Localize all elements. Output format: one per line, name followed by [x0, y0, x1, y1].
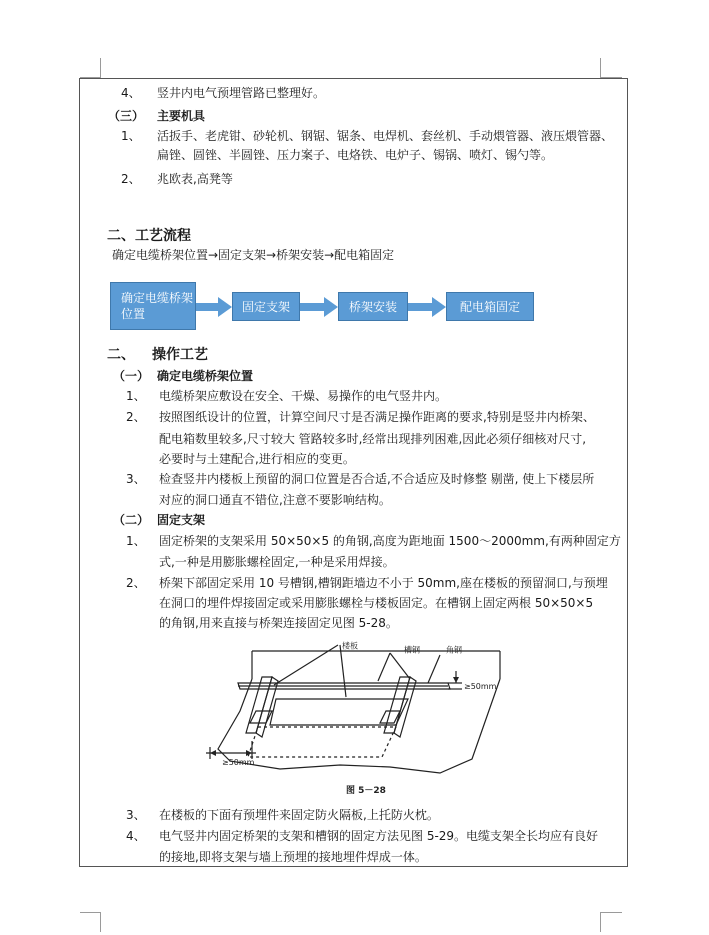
subsection-number: （一）: [113, 369, 150, 383]
item-number: 2、: [126, 576, 146, 590]
crop-mark: [600, 912, 601, 932]
figure-label: 槽钢: [404, 645, 420, 655]
item-text: 活扳手、老虎钳、砂轮机、钢锯、锯条、电焊机、套丝机、手动煨管器、液压煨管器、: [157, 129, 614, 143]
item-text: 式,一种是用膨胀螺栓固定,一种是采用焊接。: [159, 555, 395, 569]
flow-step: 固定支架: [232, 292, 300, 321]
item-number: 3、: [126, 808, 146, 822]
subsection-title: 固定支架: [157, 513, 206, 527]
figure-caption: 图 5－28: [346, 786, 386, 796]
item-number: 3、: [126, 472, 146, 486]
flow-step: 确定电缆桥架位置: [110, 282, 196, 330]
item-text: 桥架下部固定采用 10 号槽钢,槽钢距墙边不小于 50mm,座在楼板的预留洞口,与预埋: [159, 576, 608, 590]
item-text: 兆欧表,高凳等: [157, 172, 233, 186]
item-text: 配电箱数里较多,尺寸较大 管路较多时,经常出现排列困难,因此必须仔细核对尺寸,: [159, 432, 587, 446]
figure-label: 楼板: [342, 641, 358, 651]
item-text: 对应的洞口通直不错位,注意不要影响结构。: [159, 493, 391, 507]
crop-mark: [80, 912, 100, 913]
section-title: 二、工艺流程: [107, 228, 191, 244]
item-text: 检查竖井内楼板上预留的洞口位置是否合适,不合适应及时修整 剔凿, 使上下楼层所: [159, 472, 595, 486]
arrow-right-icon: [408, 297, 446, 317]
section-number: 二、: [107, 347, 135, 363]
crop-mark: [100, 912, 101, 932]
item-number: 2、: [121, 172, 141, 186]
item-number: 4、: [126, 829, 146, 843]
item-text: 按照图纸设计的位置，计算空间尺寸是否满足操作距离的要求,特别是竖井内桥架、: [159, 410, 595, 424]
item-text: 的角钢,用来直接与桥架连接固定见图 5-28。: [159, 616, 398, 630]
section-title: 操作工艺: [152, 347, 208, 363]
flow-step: 配电箱固定: [446, 292, 534, 321]
item-text: 扁锉、圆锉、半圆锉、压力案子、电烙铁、电炉子、锡锅、喷灯、锡勺等。: [157, 148, 554, 162]
arrow-right-icon: [300, 297, 338, 317]
crop-mark: [100, 58, 101, 78]
item-text: 必要时与土建配合,进行相应的变更。: [159, 452, 355, 466]
item-number: 1、: [121, 129, 141, 143]
flow-summary: 确定电缆桥架位置→固定支架→桥架安装→配电箱固定: [112, 248, 395, 262]
subsection-number: （三）: [108, 109, 145, 123]
item-text: 电缆桥架应敷设在安全、干燥、易操作的电气竖井内。: [159, 389, 448, 403]
item-text: 电气竖井内固定桥架的支架和槽钢的固定方法见图 5-29。电缆支架全长均应有良好: [159, 829, 599, 843]
figure-dimension: ≥50mm: [464, 682, 497, 691]
crop-mark: [600, 912, 622, 913]
arrow-right-icon: [196, 297, 232, 317]
flow-step: 桥架安装: [338, 292, 408, 321]
item-text: 在洞口的埋件焊接固定或采用膨胀螺栓与楼板固定。在槽钢上固定两根 50×50×5: [159, 596, 594, 610]
figure-label: 角钢: [446, 645, 462, 655]
subsection-title: 确定电缆桥架位置: [157, 369, 254, 383]
subsection-number: （二）: [113, 513, 150, 527]
item-text: 的接地,即将支架与墙上预埋的接地埋件焊成一体。: [159, 850, 427, 864]
figure-dimension: ≥50mm: [222, 758, 255, 767]
bracket-installation-figure: [200, 641, 510, 801]
subsection-title: 主要机具: [157, 109, 206, 123]
item-text: 竖井内电气预埋管路已整理好。: [157, 86, 326, 100]
crop-mark: [600, 58, 601, 78]
item-number: 1、: [126, 389, 146, 403]
item-number: 4、: [121, 86, 141, 100]
item-text: 在楼板的下面有预埋件来固定防火隔板,上托防火枕。: [159, 808, 439, 822]
item-number: 1、: [126, 534, 146, 548]
item-text: 固定桥架的支架采用 50×50×5 的角钢,高度为距地面 1500～2000mm,有两种固定方: [159, 534, 621, 548]
item-number: 2、: [126, 410, 146, 424]
